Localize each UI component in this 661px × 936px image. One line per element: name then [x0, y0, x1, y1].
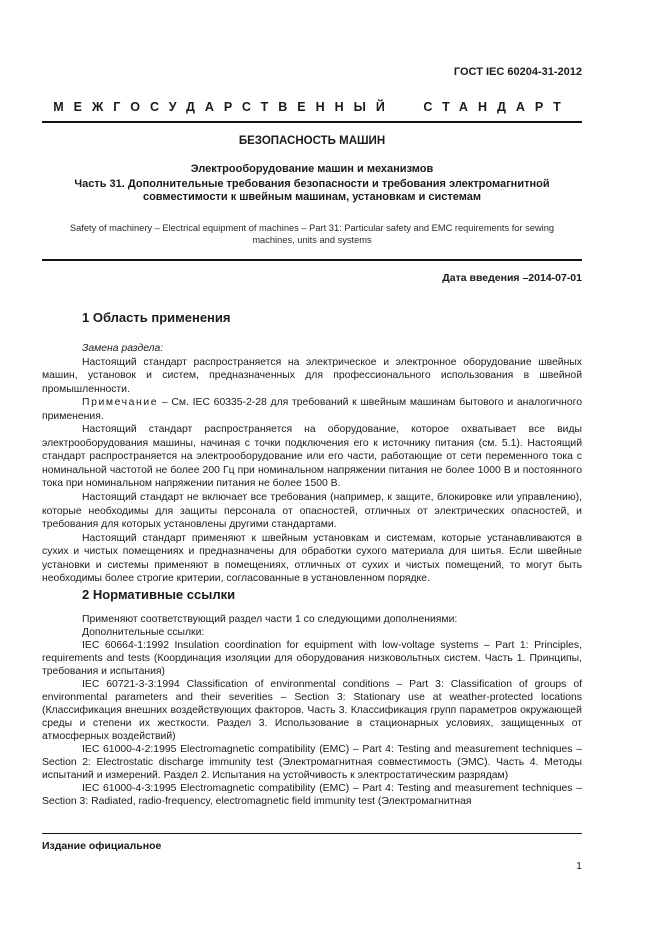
reference-iec-60664: IEC 60664-1:1992 Insulation coordination for equipment with low-voltage systems – Part 1: Principles, requirements and tests (Координация изоляции для оборудования низковольтных систем. Часть 1. Принципы, требования и испытания): [42, 640, 582, 678]
title-english: Safety of machinery – Electrical equipment of machines – Part 31: Particular safety and EMC requirements for sewing machines, units and systems: [69, 222, 555, 245]
section2-intro: Применяют соответствующий раздел части 1 со следующими дополнениями:: [82, 614, 458, 626]
title-subtitle-2: Часть 31. Дополнительные требования безопасности и требования электромагнитной совместимости к швейным машинам, установкам и системам: [74, 177, 550, 203]
effective-date: Дата введения –2014-07-01: [442, 271, 582, 284]
content-frame: [42, 0, 582, 809]
page-footer: [42, 833, 582, 873]
title-subtitle-1: Электрооборудование машин и механизмов: [190, 163, 434, 175]
footer-rule: [42, 833, 582, 834]
header-rule: [42, 121, 582, 123]
section1-paragraph-4: Настоящий стандарт применяют к швейным установкам и системам, которые устанавливаются в сухих и чистых помещениях и предназначены для обработки сухого материала для шитья. Если швейные установки и системы применяют в помещениях, отличных от сухих и чистых помещений, то могут быть необходимы более строгие критерии, согласованные в установленном порядке.: [42, 532, 582, 585]
note-label: Примечание: [82, 397, 159, 409]
section2-additional-label: Дополнительные ссылки:: [82, 627, 205, 639]
reference-iec-60721: IEC 60721-3-3:1994 Classification of environmental conditions – Part 3: Classification of groups of environmental parameters and their severities – Section 3: Stationary use at weather-protected locations (Классификация внешних воздействующих факторов. Часть 3. Классификация групп параметров окружающей среды и степени их жесткости. Раздел 3. Использование в стационарных условиях, защищенных от атмосферных воздействий): [42, 679, 582, 742]
section2-heading: 2 Нормативные ссылки: [82, 586, 236, 602]
reference-iec-61000-4-3: IEC 61000-4-3:1995 Electromagnetic compatibility (EMC) – Part 4: Testing and measurement techniques – Section 3: Radiated, radio-frequency, electromagnetic field immunity test (Электромагнитная: [42, 782, 582, 807]
note-text: – См. IEC 60335-2-28 для требований к швейным машинам бытового и аналогичного применения.: [42, 397, 582, 422]
replace-note: Замена раздела:: [82, 343, 164, 354]
section1-body: [42, 342, 582, 586]
section1-paragraph-1: Настоящий стандарт распространяется на электрическое и электронное оборудование швейных машин, установок и систем, предназначенных для профессионального использования в швейной промышленности.: [42, 356, 582, 395]
page-number: 1: [576, 860, 582, 872]
reference-iec-61000-4-2: IEC 61000-4-2:1995 Electromagnetic compatibility (EMC) – Part 4: Testing and measurement techniques –Section 2: Electrostatic discharge immunity test (Электромагнитная совместимость (ЭМС). Часть 4. Методы испытаний и измерений. Раздел 2. Испытания на устойчивость к электростатическим разрядам): [42, 743, 582, 781]
section1-paragraph-3: Настоящий стандарт не включает все требования (например, к защите, блокировке или управлению), которые необходимы для защиты персонала от опасностей, отличных от электрических опасностей, и требования для которых установлены другими стандартами.: [42, 492, 582, 531]
section2-body: [42, 614, 582, 808]
note-paragraph: [42, 396, 582, 423]
section1-paragraph-2: Настоящий стандарт распространяется на оборудование, которое охватывает все виды электрооборудования машины, начиная с точки подключения его к источнику питания (см. 5.1). Настоящий стандарт распространяется на электрооборудование или его части, работающие от сети переменного тока с номинальной частотой не более 200 Гц при номинальном напряжении питания не более 1000 В и постоянного тока при номинальном напряжении питания не более 1500 В.: [42, 424, 582, 490]
section1-heading: 1 Область применения: [82, 309, 231, 325]
title-separator-rule: [42, 259, 582, 261]
title-main: БЕЗОПАСНОСТЬ МАШИН: [238, 135, 386, 147]
doc-code: ГОСТ IEC 60204-31-2012: [453, 66, 582, 78]
standard-type-header: МЕЖГОСУДАРСТВЕННЫЙ СТАНДАРТ: [53, 100, 571, 114]
official-edition-note: Издание официальное: [42, 840, 162, 852]
